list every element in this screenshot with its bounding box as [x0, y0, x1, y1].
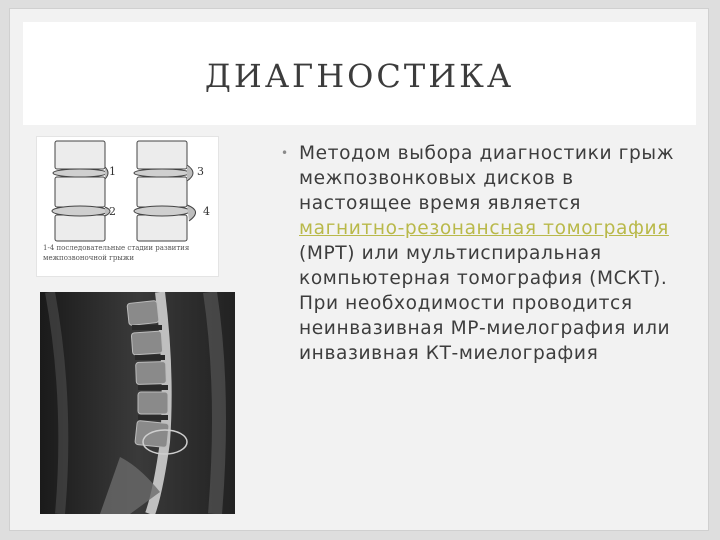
marker-3: 3 [197, 165, 204, 178]
spine-right [134, 141, 196, 241]
bullet-text-after: (МРТ) или мультиспиральная компьютерная томография (МСКТ). При необходимости проводится неинвазивная МР-миелография или инвазивная КТ-миелография [299, 243, 671, 364]
mri-link[interactable]: магнитно-резонансная томография [299, 218, 669, 239]
slide-title: ДИАГНОСТИКА [204, 56, 515, 95]
marker-4: 4 [203, 205, 210, 218]
herniation-diagram [36, 136, 219, 277]
spine-left [52, 141, 110, 241]
marker-1: 1 [109, 165, 116, 178]
diagram-caption: 1-4 последовательные стадии развития межпозвоночной грыжи [43, 244, 190, 262]
marker-2: 2 [109, 205, 116, 218]
mri-drawing [40, 292, 235, 514]
title-band [23, 22, 696, 125]
bullet-text [299, 141, 685, 366]
bullet-text-before: Методом выбора диагностики грыж межпозвонковых дисков в настоящее время является [299, 143, 675, 214]
mri-image [40, 292, 235, 514]
bullet-list [281, 141, 685, 366]
bullet-icon: • [281, 146, 289, 160]
